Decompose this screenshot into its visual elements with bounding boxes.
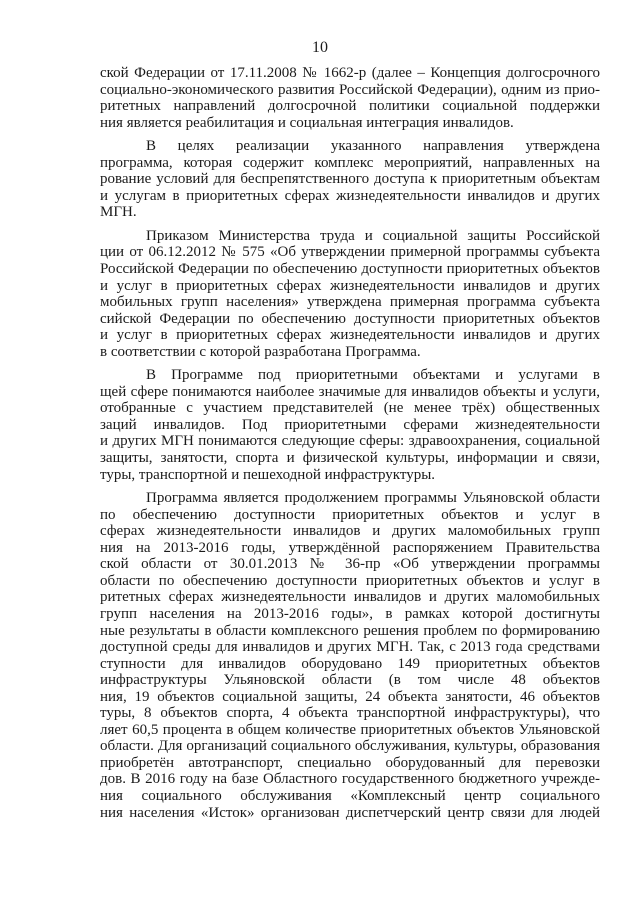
body-text bbox=[100, 65, 600, 821]
paragraph-gap bbox=[100, 131, 600, 138]
text-line: доступной среды для инвалидов и других МГН. Так, с 2013 года средствами bbox=[100, 639, 600, 656]
text-line: и других МГН понимаются следующие сферы: здравоохранения, социальной bbox=[100, 433, 600, 450]
text-line: приобретён автотранспорт, специально оборудованный для перевозки bbox=[100, 754, 600, 771]
text-line: отобранные с участием представителей (не менее трёх) общественных bbox=[100, 400, 600, 417]
text-line: туры, 8 объектов спорта, 4 объекта транспортной инфраструктуры), что bbox=[100, 705, 600, 722]
text-line: и услугам в приоритетных сферах жизнедеятельности инвалидов и других bbox=[100, 187, 600, 204]
text-line: защиты, занятости, спорта и физической культуры, информации и связи, bbox=[100, 450, 600, 467]
text-line: Приказом Министерства труда и социальной защиты Российской bbox=[146, 227, 600, 244]
text-line: туры, транспортной и пешеходной инфраструктуры. bbox=[100, 466, 436, 483]
text-line: и услуг в приоритетных сферах жизнедеятельности инвалидов и других bbox=[100, 277, 600, 294]
text-line: В Программе под приоритетными объектами и услугами в bbox=[146, 367, 600, 384]
text-line: ния на 2013-2016 годы, утверждённой распоряжением Правительства bbox=[100, 539, 600, 556]
text-line: сийской Федерации по обеспечению доступности приоритетных объектов bbox=[100, 310, 600, 327]
text-line: программа, которая содержит комплекс мероприятий, направленных на bbox=[100, 154, 600, 171]
paragraph-gap bbox=[100, 221, 600, 228]
text-line: по обеспечению доступности приоритетных объектов и услуг в bbox=[100, 506, 600, 523]
text-line: в соответствии с которой разработана Программа. bbox=[100, 343, 421, 360]
paragraph-gap bbox=[100, 483, 600, 490]
text-line: В целях реализации указанного направления утверждена bbox=[146, 138, 600, 155]
text-line: ской Федерации от 17.11.2008 № 1662-р (далее – Концепция долгосрочного bbox=[100, 65, 600, 81]
text-line: ляет 60,5 процента в общем количестве приоритетных объектов Ульяновской bbox=[100, 721, 600, 738]
text-line: заций инвалидов. Под приоритетными сферами жизнедеятельности bbox=[100, 416, 600, 433]
text-line: ния социального обслуживания «Комплексный центр социального bbox=[100, 787, 600, 804]
text-line: сферах жизнедеятельности инвалидов и других маломобильных групп bbox=[100, 523, 600, 540]
text-line: групп населения на 2013-2016 годы», в рамках которой достигнуты bbox=[100, 605, 600, 622]
text-line: ные результаты в области комплексного решения проблем по формированию bbox=[100, 622, 600, 639]
text-line: области. Для организаций социального обслуживания, культуры, образования bbox=[100, 738, 600, 755]
text-line: ритетных направлений долгосрочной политики социальной поддержки bbox=[100, 98, 600, 115]
text-line: рование условий для беспрепятственного доступа к приоритетным объектам bbox=[100, 171, 600, 188]
text-line: ритетных сферах жизнедеятельности инвалидов и других маломобильных bbox=[100, 589, 600, 606]
text-line: дов. В 2016 году на базе Областного государственного бюджетного учрежде- bbox=[100, 771, 600, 788]
text-line: инфраструктуры Ульяновской области (в том числе 48 объектов bbox=[100, 672, 600, 689]
page-number: 10 bbox=[312, 39, 328, 56]
paragraph-gap bbox=[100, 360, 600, 367]
text-line: и услуг в приоритетных сферах жизнедеятельности инвалидов и других bbox=[100, 327, 600, 344]
text-line: щей сфере понимаются наиболее значимые для инвалидов объекты и услуги, bbox=[100, 383, 600, 400]
text-line: ния, 19 объектов социальной защиты, 24 объекта занятости, 46 объектов bbox=[100, 688, 600, 705]
text-line: Российской Федерации по обеспечению доступности приоритетных объектов bbox=[100, 261, 600, 278]
text-line: ции от 06.12.2012 № 575 «Об утверждении примерной программы субъекта bbox=[100, 244, 600, 261]
text-line: ской области от 30.01.2013 № 36-пр «Об утверждении программы bbox=[100, 556, 600, 573]
text-line: Программа является продолжением программы Ульяновской области bbox=[146, 490, 600, 507]
text-line: области по обеспечению доступности приоритетных объектов и услуг в bbox=[100, 572, 600, 589]
text-line: ния населения «Исток» организован диспетчерский центр связи для людей bbox=[100, 804, 600, 821]
text-line: ступности для инвалидов оборудовано 149 приоритетных объектов bbox=[100, 655, 600, 672]
text-line: мобильных групп населения» утверждена примерная программа субъекта bbox=[100, 294, 600, 311]
text-line: социально-экономического развития Российской Федерации), одним из прио- bbox=[100, 81, 600, 98]
text-line: МГН. bbox=[100, 204, 137, 221]
text-line: ния является реабилитация и социальная интеграция инвалидов. bbox=[100, 114, 514, 131]
